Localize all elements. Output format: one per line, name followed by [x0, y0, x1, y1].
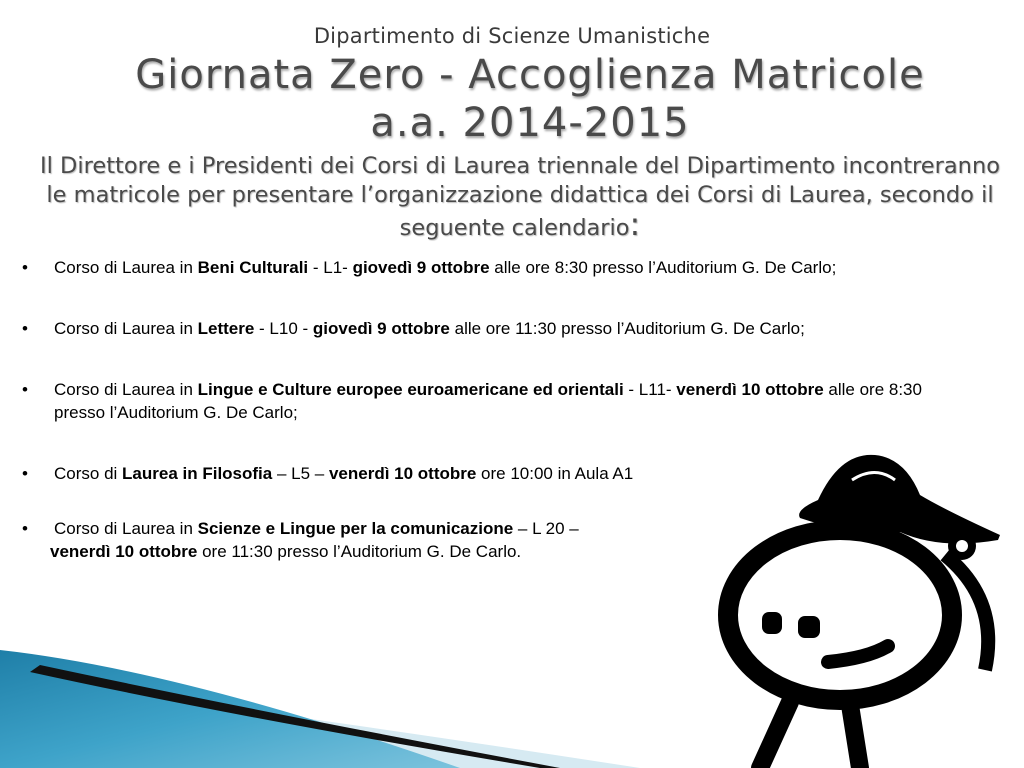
bullet-icon: • — [22, 258, 28, 277]
course-name: Lettere — [197, 319, 255, 338]
course-details: alle ore 8:30 presso l’Auditorium G. De Carlo; — [54, 380, 922, 422]
course-prefix: Corso di Laurea in — [54, 380, 198, 399]
course-date: giovedì 9 ottobre — [312, 319, 450, 338]
bullet-icon: • — [22, 464, 28, 483]
course-code: – L 20 – — [513, 519, 579, 538]
intro-text — [40, 152, 1000, 243]
course-prefix: Corso di — [54, 464, 123, 483]
bullet-icon: • — [22, 319, 28, 338]
course-prefix: Corso di Laurea in — [54, 319, 198, 338]
bullet-icon: • — [22, 519, 28, 538]
course-prefix: Corso di Laurea in — [54, 519, 198, 538]
course-prefix: Corso di Laurea in — [54, 258, 198, 277]
course-name: Beni Culturali — [197, 258, 309, 277]
academic-year: a.a. 2014-2015 — [370, 100, 690, 146]
course-details: alle ore 8:30 presso l’Auditorium G. De Carlo; — [489, 258, 837, 277]
course-details: alle ore 11:30 presso l’Auditorium G. De Carlo; — [449, 319, 805, 338]
course-item — [22, 256, 962, 279]
decorative-wave — [0, 640, 640, 768]
course-item — [22, 378, 962, 424]
course-name: Scienze e Lingue per la comunicazione — [197, 519, 514, 538]
course-item — [22, 317, 962, 340]
course-details: ore 11:30 presso l’Auditorium G. De Carlo. — [197, 542, 522, 561]
course-date: venerdì 10 ottobre — [50, 542, 198, 561]
department-name: Dipartimento di Scienze Umanistiche — [313, 24, 711, 48]
course-code: - L11- — [623, 380, 677, 399]
mascot-illustration — [700, 440, 1024, 768]
intro-body: Il Direttore e i Presidenti dei Corsi di Laurea triennale del Dipartimento incontreranno le matricole per presentare l’organizzazione didattica dei Corsi di Laurea, secondo il seguente calendario — [40, 153, 1000, 241]
course-code: - L10 - — [254, 319, 313, 338]
intro-colon: : — [629, 205, 641, 243]
course-code: – L5 – — [272, 464, 329, 483]
course-date: giovedì 9 ottobre — [352, 258, 490, 277]
course-date: venerdì 10 ottobre — [328, 464, 477, 483]
course-code: - L1- — [308, 258, 353, 277]
bullet-icon: • — [22, 380, 28, 399]
course-date: venerdì 10 ottobre — [676, 380, 824, 399]
course-details: ore 10:00 in Aula A1 — [476, 464, 634, 483]
slide-title: Giornata Zero - Accoglienza Matricole — [135, 52, 925, 98]
course-name: Lingue e Culture europee euroamericane ed orientali — [197, 380, 624, 399]
course-name: Laurea in Filosofia — [122, 464, 273, 483]
